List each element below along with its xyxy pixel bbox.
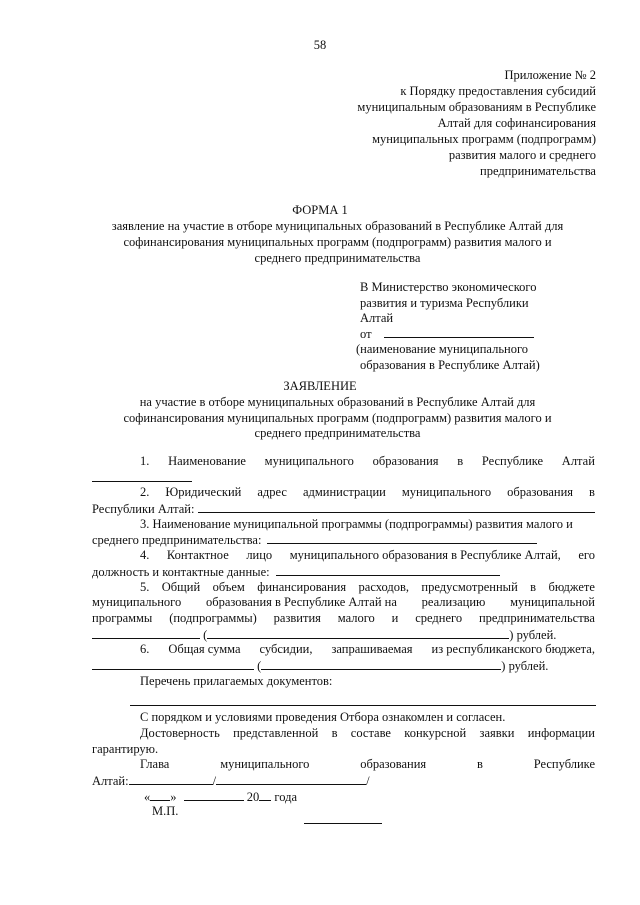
text-word: Республике — [533, 757, 595, 772]
form-subtitle-line: софинансирования муниципальных программ (подпрограмм) развития малого и — [123, 235, 552, 249]
item-number: 6. — [140, 642, 150, 657]
text-word: Глава — [140, 757, 170, 772]
application-body — [92, 454, 595, 820]
application-title: ЗАЯВЛЕНИЕ — [283, 379, 357, 393]
municipality-name-field[interactable] — [92, 470, 192, 482]
financing-amount-field[interactable] — [92, 627, 200, 639]
application-subtitle-line: среднего предпринимательства — [254, 426, 421, 440]
item-2-field-line — [92, 501, 595, 517]
appendix-line: предпринимательства — [480, 164, 596, 178]
text-word: составе — [350, 726, 391, 740]
item-5-line — [92, 611, 595, 627]
text-word: предусмотренный — [421, 579, 518, 594]
item-1-field-line — [92, 470, 595, 486]
item-5-line — [92, 580, 595, 596]
text-word: (подпрограммы) — [169, 610, 257, 625]
documents-field-line — [92, 689, 595, 710]
item-number: 2. — [140, 485, 150, 500]
signature-field[interactable] — [129, 773, 213, 785]
text-word: образования — [507, 485, 574, 500]
slash: / — [366, 774, 370, 789]
currency-label: ) рублей. — [501, 658, 549, 673]
addressee-hint: (наименование муниципального — [356, 342, 529, 356]
text-word: образования — [372, 454, 439, 468]
appendix-line: Алтай для софинансирования — [437, 116, 596, 130]
currency-label: ) рублей. — [509, 627, 557, 642]
text-word: запрашиваемая — [331, 642, 413, 657]
text-word: муниципального — [92, 595, 182, 610]
text-word: предпринимательства — [478, 610, 595, 625]
documents-label: Перечень прилагаемых документов: — [140, 673, 333, 688]
text-word: из республиканского бюджета, — [431, 642, 595, 657]
appendix-line: к Порядку предоставления субсидий — [400, 84, 596, 98]
form-subtitle-line: заявление на участие в отборе муниципальных образований в Республике Алтай для — [111, 219, 564, 233]
appendix-line: муниципальных программ (подпрограмм) — [372, 132, 596, 146]
reliability-line: гарантирую. — [92, 741, 159, 756]
slash: / — [212, 774, 217, 789]
text-word: финансирования — [257, 579, 347, 594]
date-line — [92, 789, 595, 805]
text-word: образования в Республике Алтай на — [205, 595, 397, 610]
open-paren: ( — [257, 658, 262, 673]
open-paren: ( — [203, 627, 208, 642]
item-5-field-line — [92, 627, 595, 643]
text-label: Алтай: — [92, 774, 129, 789]
text-word: заявки — [479, 726, 515, 740]
item-5-line — [92, 595, 595, 611]
month-field[interactable] — [184, 789, 244, 801]
appendix-line: развития малого и среднего — [448, 148, 596, 162]
text-word: расходов, — [358, 579, 409, 594]
text-label: Республики Алтай: — [92, 502, 195, 517]
text-word: бюджете — [548, 579, 595, 594]
text-word: в — [530, 579, 537, 594]
text-word: объем — [212, 579, 245, 594]
contact-person-field[interactable] — [276, 564, 500, 576]
item-1-line — [92, 454, 595, 470]
text-word: образования — [360, 757, 427, 772]
application-subtitle-line: софинансирования муниципальных программ (подпрограмм) развития малого и — [123, 410, 552, 425]
day-field[interactable] — [150, 789, 170, 801]
text-word: субсидии, — [259, 642, 313, 657]
financing-amount-words-field[interactable] — [207, 627, 509, 639]
item-6-field-line — [92, 658, 595, 674]
item-3-line: 3. Наименование муниципальной программы (подпрограммы) развития малого и — [140, 516, 573, 531]
appendix-header — [336, 68, 596, 180]
text-word: адрес — [257, 485, 287, 500]
text-label: должность и контактные данные: — [92, 564, 270, 579]
appendix-line: муниципальным образованиям в Республике — [357, 100, 596, 114]
text-word: муниципального — [264, 454, 354, 468]
quote-open: « — [144, 789, 151, 804]
item-number: 4. — [140, 548, 150, 563]
item-4-line — [92, 548, 595, 564]
text-word: администрации — [302, 485, 386, 500]
subsidy-amount-field[interactable] — [92, 658, 254, 670]
text-word: реализацию — [421, 595, 486, 610]
text-word: среднего — [415, 610, 463, 625]
text-word: программы — [92, 610, 153, 625]
text-word: Республике — [481, 454, 544, 468]
text-word: муниципального — [220, 757, 310, 772]
text-word: муниципального — [401, 485, 492, 500]
text-word: Алтай — [561, 454, 595, 468]
application-subtitle-line: на участие в отборе муниципальных образований в Республике Алтай для — [139, 395, 536, 409]
addressee-line: развития и туризма Республики — [360, 295, 529, 310]
text-word: в — [477, 757, 483, 772]
quote-close: » — [170, 789, 177, 804]
text-word: муниципального образования в Республике Алтай, — [289, 548, 561, 563]
reliability-line — [92, 726, 595, 742]
appendix-line: Приложение № 2 — [504, 68, 596, 82]
form-subtitle — [90, 219, 585, 267]
form-title: ФОРМА 1 — [292, 203, 348, 217]
subsidy-amount-words-field[interactable] — [261, 658, 501, 670]
text-word: муниципальной — [510, 595, 595, 610]
text-word: развития — [273, 610, 321, 625]
text-word: Общий — [161, 579, 201, 594]
text-word: Достоверность — [140, 726, 220, 740]
text-word: Юридический — [165, 485, 242, 500]
from-field[interactable] — [384, 327, 534, 338]
text-word: в — [457, 454, 464, 468]
addressee-line: Алтай — [360, 311, 394, 325]
item-number: 1. — [140, 454, 150, 468]
item-3-field-line — [92, 532, 595, 548]
item-4-field-line — [92, 564, 595, 580]
text-word: лицо — [246, 548, 273, 563]
item-2-line — [92, 485, 595, 501]
program-name-field[interactable] — [267, 532, 537, 544]
addressee-line: В Министерство экономического — [360, 280, 537, 294]
text-word: представленной — [233, 726, 319, 740]
from-label: от — [360, 326, 372, 341]
documents-field[interactable] — [130, 689, 596, 706]
footer-divider — [304, 822, 382, 824]
text-word: в — [589, 485, 595, 500]
form-subtitle-line: среднего предпринимательства — [254, 251, 421, 265]
stamp-label: М.П. — [152, 804, 179, 819]
application-subtitle — [90, 395, 585, 442]
text-word: Контактное — [166, 548, 229, 563]
text-word: Наименование — [168, 454, 246, 468]
signature-line — [92, 773, 595, 789]
addressee-hint: образования в Республике Алтай) — [360, 357, 540, 372]
page-number: 58 — [313, 38, 327, 52]
year-field[interactable] — [259, 789, 271, 801]
item-number: 5. — [140, 579, 150, 594]
text-word: Общая сумма — [168, 642, 241, 657]
signatory-line — [92, 757, 595, 773]
text-label: среднего предпринимательства: — [92, 533, 262, 548]
text-word: малого — [337, 610, 375, 625]
addressee-block — [356, 280, 590, 373]
text-word: конкурсной — [404, 726, 467, 740]
item-6-line — [92, 642, 595, 658]
agreement-text: С порядком и условиями проведения Отбора ознакомлен и согласен. — [140, 710, 506, 725]
signatory-name-field[interactable] — [216, 773, 366, 785]
year-label: года — [274, 789, 297, 804]
text-word: в — [331, 726, 338, 740]
text-word: информации — [527, 726, 595, 740]
year-prefix: 20 — [246, 789, 260, 804]
text-word: его — [578, 548, 595, 563]
text-word: и — [391, 610, 399, 625]
legal-address-field[interactable] — [198, 501, 595, 513]
